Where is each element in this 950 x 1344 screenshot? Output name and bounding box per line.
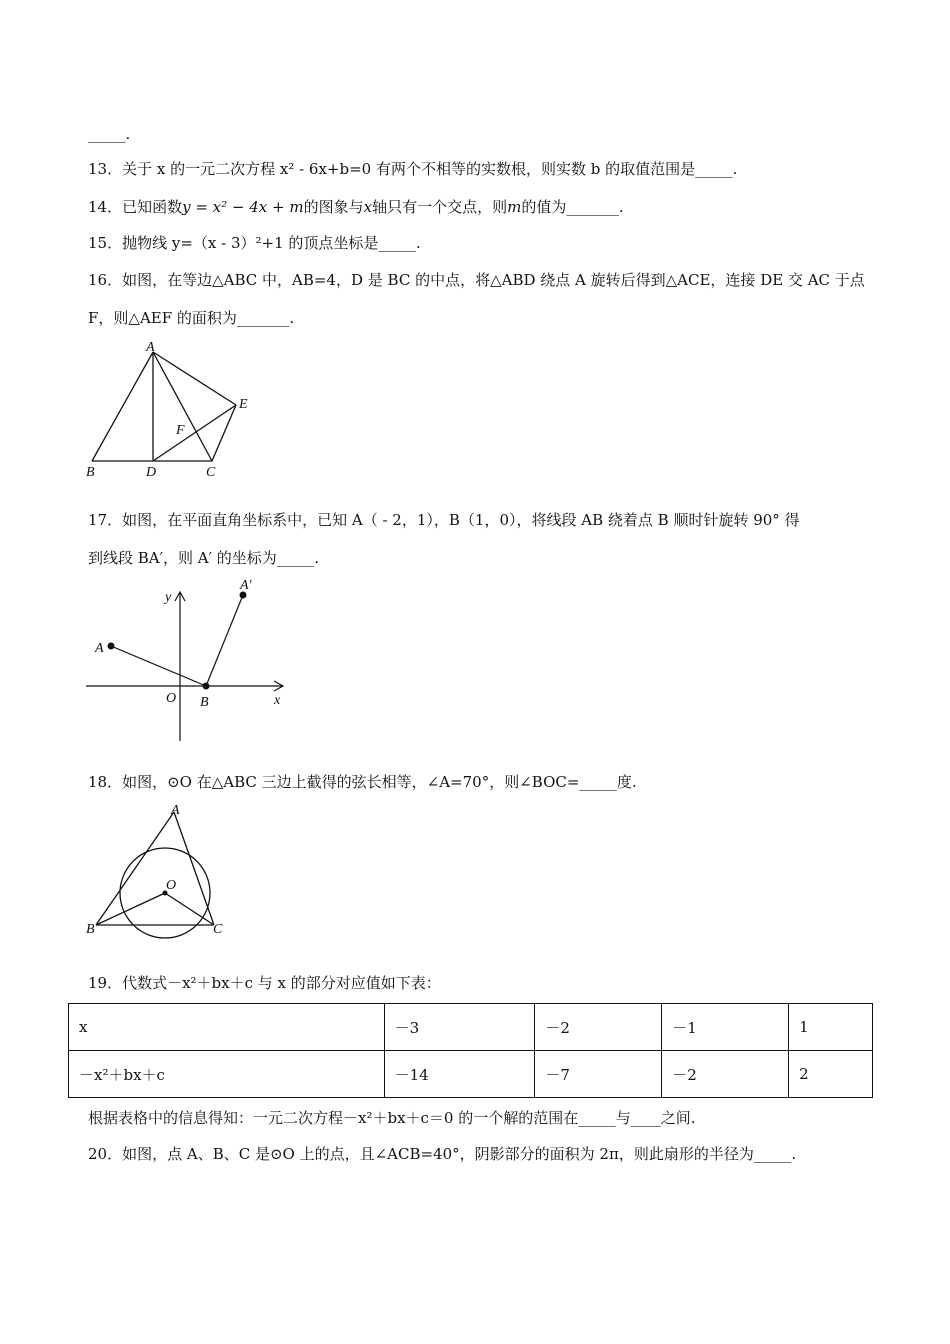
table-cell: －3: [384, 1004, 535, 1051]
table-cell: －1: [662, 1004, 789, 1051]
question-19-conclusion: 根据表格中的信息得知：一元二次方程－x²＋bx＋c＝0 的一个解的范围在_____与____之间.: [88, 1109, 696, 1127]
question-16-line2: F，则△AEF 的面积为_______.: [88, 309, 295, 327]
question-13: 13．关于 x 的一元二次方程 x² - 6x+b=0 有两个不相等的实数根，则实数 b 的取值范围是_____.: [88, 160, 738, 178]
q17-label-y: y: [165, 590, 172, 605]
table-cell: 2: [789, 1051, 873, 1098]
question-14: [88, 197, 624, 217]
table-cell: 1: [789, 1004, 873, 1051]
q17-figure: [82, 573, 297, 749]
q14-formula: y = x² − 4x + m: [182, 198, 304, 216]
q12-answer-blank: _____.: [88, 125, 131, 143]
q17-label-B: B: [200, 695, 209, 710]
question-20: 20．如图，点 A、B、C 是⊙O 上的点，且∠ACB=40°，阴影部分的面积为 2π，则此扇形的半径为_____.: [88, 1145, 797, 1163]
q14-m-var: m: [507, 198, 522, 216]
q18-figure: [82, 798, 232, 944]
q18-label-C: C: [213, 922, 223, 937]
q16-label-C: C: [206, 465, 216, 480]
table-cell: －14: [384, 1051, 535, 1098]
q19-value-table: [68, 1003, 873, 1098]
question-15: 15．抛物线 y=（x - 3）²+1 的顶点坐标是_____.: [88, 234, 421, 252]
table-row: [69, 1004, 873, 1051]
table-cell: －2: [535, 1004, 662, 1051]
table-cell: －7: [535, 1051, 662, 1098]
table-row: [69, 1051, 873, 1098]
q17-label-O: O: [166, 691, 177, 706]
q17-label-x: x: [274, 693, 281, 708]
q16-label-A: A: [146, 340, 155, 355]
q14-end: 的值为_______.: [521, 198, 624, 216]
q16-label-B: B: [86, 465, 95, 480]
q14-mid2: 轴只有一个交点，则: [372, 198, 508, 216]
q17-label-A-prime: A′: [240, 578, 252, 593]
q14-mid1: 的图象与: [303, 198, 364, 216]
q18-label-B: B: [86, 922, 95, 937]
q16-figure: [80, 337, 270, 486]
table-cell: －2: [662, 1051, 789, 1098]
q16-label-F: F: [176, 423, 185, 438]
q18-label-A: A: [171, 803, 180, 818]
question-17-line2: 到线段 BA′，则 A′ 的坐标为_____.: [88, 549, 320, 567]
question-17-line1: 17．如图，在平面直角坐标系中，已知 A（ - 2，1），B（1，0），将线段 AB 绕着点 B 顺时针旋转 90° 得: [88, 511, 800, 529]
table-cell: －x²＋bx＋c: [69, 1051, 385, 1098]
question-16-line1: 16．如图，在等边△ABC 中，AB=4，D 是 BC 的中点，将△ABD 绕点 A 旋转后得到△ACE，连接 DE 交 AC 于点: [88, 271, 865, 289]
question-19: 19．代数式－x²＋bx＋c 与 x 的部分对应值如下表：: [88, 974, 441, 992]
q16-label-E: E: [239, 397, 248, 412]
q14-prefix: 14．已知函数: [88, 198, 183, 216]
question-18: 18．如图，⊙O 在△ABC 三边上截得的弦长相等，∠A=70°，则∠BOC=_____度.: [88, 773, 637, 791]
q18-label-O: O: [166, 878, 177, 893]
q17-label-A: A: [95, 641, 104, 656]
table-cell: x: [69, 1004, 385, 1051]
q14-x-var: x: [363, 198, 373, 216]
q16-label-D: D: [146, 465, 157, 480]
